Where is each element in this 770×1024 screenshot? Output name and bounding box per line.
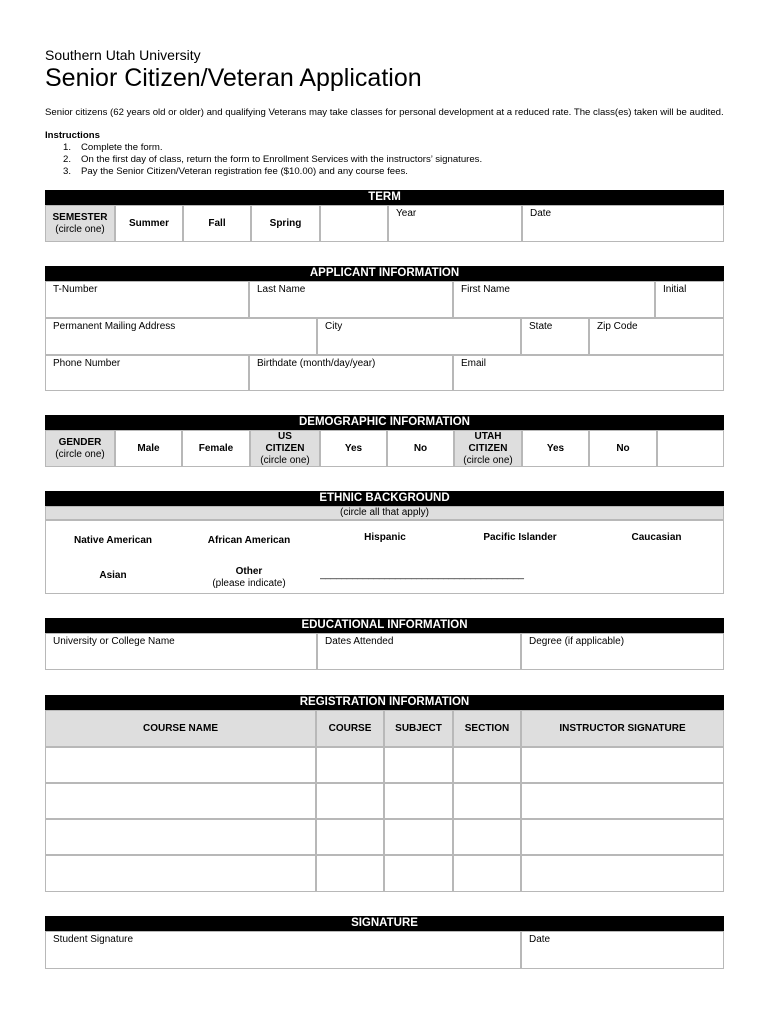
semester-option-summer[interactable]: Summer xyxy=(115,205,183,242)
mailing-address-label: Permanent Mailing Address xyxy=(53,321,176,332)
semester-option-spring[interactable]: Spring xyxy=(251,205,320,242)
signature-section-header: SIGNATURE xyxy=(45,916,724,931)
gender-option-female[interactable]: Female xyxy=(182,430,250,467)
mailing-address-field[interactable] xyxy=(45,318,317,355)
school-name-label: University or College Name xyxy=(53,636,175,647)
city-label: City xyxy=(325,321,343,332)
semester-label-cell: SEMESTER (circle one) xyxy=(45,205,115,242)
column-header-course-name: COURSE NAME xyxy=(45,710,316,747)
column-header-subject: SUBJECT xyxy=(384,710,453,747)
signature-date-field[interactable] xyxy=(521,931,724,969)
university-name: Southern Utah University xyxy=(45,47,201,63)
registration-subject-cell[interactable] xyxy=(384,747,453,783)
registration-instructor-signature-cell[interactable] xyxy=(521,783,724,819)
gender-option-male[interactable]: Male xyxy=(115,430,182,467)
demographic-blank-cell xyxy=(657,430,724,467)
email-label: Email xyxy=(461,358,487,369)
semester-option-fall[interactable]: Fall xyxy=(183,205,251,242)
initial-label: Initial xyxy=(663,284,687,295)
registration-section-header: REGISTRATION INFORMATION xyxy=(45,695,724,710)
degree-field[interactable] xyxy=(521,633,724,670)
dates-attended-label: Dates Attended xyxy=(325,636,394,647)
us-citizen-option-yes[interactable]: Yes xyxy=(320,430,387,467)
us-citizen-option-no[interactable]: No xyxy=(387,430,454,467)
registration-section-cell[interactable] xyxy=(453,783,521,819)
ethnic-option-african-american[interactable]: African American xyxy=(207,535,291,546)
last-name-field[interactable] xyxy=(249,281,453,318)
other-ethnicity-line[interactable]: ______________________________________ xyxy=(320,569,524,580)
registration-course-name-cell[interactable] xyxy=(45,819,316,855)
city-field[interactable] xyxy=(317,318,521,355)
birthdate-field[interactable] xyxy=(249,355,453,391)
page-title: Senior Citizen/Veteran Application xyxy=(45,64,422,92)
applicant-section-header: APPLICANT INFORMATION xyxy=(45,266,724,281)
semester-blank-cell xyxy=(320,205,388,242)
column-header-section: SECTION xyxy=(453,710,521,747)
utah-citizen-option-yes[interactable]: Yes xyxy=(522,430,589,467)
education-section-header: EDUCATIONAL INFORMATION xyxy=(45,618,724,633)
instructions-heading: Instructions xyxy=(45,130,100,141)
birthdate-label: Birthdate (month/day/year) xyxy=(257,358,376,369)
gender-label-cell: GENDER (circle one) xyxy=(45,430,115,467)
instruction-item: 1. Complete the form. xyxy=(62,142,163,153)
student-signature-label: Student Signature xyxy=(53,934,134,945)
degree-label: Degree (if applicable) xyxy=(529,636,625,647)
registration-section-cell[interactable] xyxy=(453,819,521,855)
registration-course-cell[interactable] xyxy=(316,819,384,855)
dates-attended-field[interactable] xyxy=(317,633,521,670)
initial-field[interactable] xyxy=(655,281,724,318)
school-name-field[interactable] xyxy=(45,633,317,670)
registration-subject-cell[interactable] xyxy=(384,819,453,855)
instruction-item: 2. On the first day of class, return the form to Enrollment Services with the instructors’ signatures. xyxy=(62,154,483,165)
phone-number-label: Phone Number xyxy=(53,358,121,369)
instructions-list xyxy=(45,142,482,178)
phone-number-field[interactable] xyxy=(45,355,249,391)
registration-course-cell[interactable] xyxy=(316,855,384,892)
ethnic-option-asian[interactable]: Asian xyxy=(99,570,127,581)
ethnic-hint-row: (circle all that apply) xyxy=(45,506,724,520)
registration-course-name-cell[interactable] xyxy=(45,747,316,783)
registration-instructor-signature-cell[interactable] xyxy=(521,819,724,855)
column-header-course: COURSE xyxy=(316,710,384,747)
intro-text: Senior citizens (62 years old or older) and qualifying Veterans may take classes for personal development at a reduced rate. The class(es) taken will be audited. xyxy=(45,107,724,118)
registration-subject-cell[interactable] xyxy=(384,783,453,819)
term-section-header: TERM xyxy=(45,190,724,205)
ethnic-option-hispanic[interactable]: Hispanic xyxy=(364,532,406,543)
registration-course-name-cell[interactable] xyxy=(45,855,316,892)
registration-course-cell[interactable] xyxy=(316,747,384,783)
zip-code-field[interactable] xyxy=(589,318,724,355)
registration-course-cell[interactable] xyxy=(316,783,384,819)
last-name-label: Last Name xyxy=(257,284,306,295)
registration-subject-cell[interactable] xyxy=(384,855,453,892)
registration-section-cell[interactable] xyxy=(453,747,521,783)
ethnic-option-pacific-islander[interactable]: Pacific Islander xyxy=(483,532,557,543)
ethnic-option-other[interactable]: Other (please indicate) xyxy=(212,566,286,589)
signature-date-label: Date xyxy=(529,934,551,945)
registration-instructor-signature-cell[interactable] xyxy=(521,747,724,783)
ethnic-option-native-american[interactable]: Native American xyxy=(74,535,152,546)
t-number-label: T-Number xyxy=(53,284,98,295)
instruction-item: 3. Pay the Senior Citizen/Veteran registration fee ($10.00) and any course fees. xyxy=(62,166,408,177)
year-label: Year xyxy=(396,208,417,219)
first-name-label: First Name xyxy=(461,284,510,295)
term-date-label: Date xyxy=(530,208,552,219)
registration-section-cell[interactable] xyxy=(453,855,521,892)
us-citizen-label-cell: US CITIZEN (circle one) xyxy=(250,430,320,467)
t-number-field[interactable] xyxy=(45,281,249,318)
utah-citizen-option-no[interactable]: No xyxy=(589,430,657,467)
year-field[interactable] xyxy=(388,205,522,242)
utah-citizen-label-cell: UTAH CITIZEN (circle one) xyxy=(454,430,522,467)
term-date-field[interactable] xyxy=(522,205,724,242)
registration-course-name-cell[interactable] xyxy=(45,783,316,819)
first-name-field[interactable] xyxy=(453,281,655,318)
state-field[interactable] xyxy=(521,318,589,355)
ethnic-section-header: ETHNIC BACKGROUND xyxy=(45,491,724,506)
email-field[interactable] xyxy=(453,355,724,391)
ethnic-option-caucasian[interactable]: Caucasian xyxy=(631,532,682,543)
registration-instructor-signature-cell[interactable] xyxy=(521,855,724,892)
student-signature-field[interactable] xyxy=(45,931,521,969)
column-header-instructor-signature: INSTRUCTOR SIGNATURE xyxy=(521,710,724,747)
demographic-section-header: DEMOGRAPHIC INFORMATION xyxy=(45,415,724,430)
state-label: State xyxy=(529,321,553,332)
zip-code-label: Zip Code xyxy=(597,321,638,332)
